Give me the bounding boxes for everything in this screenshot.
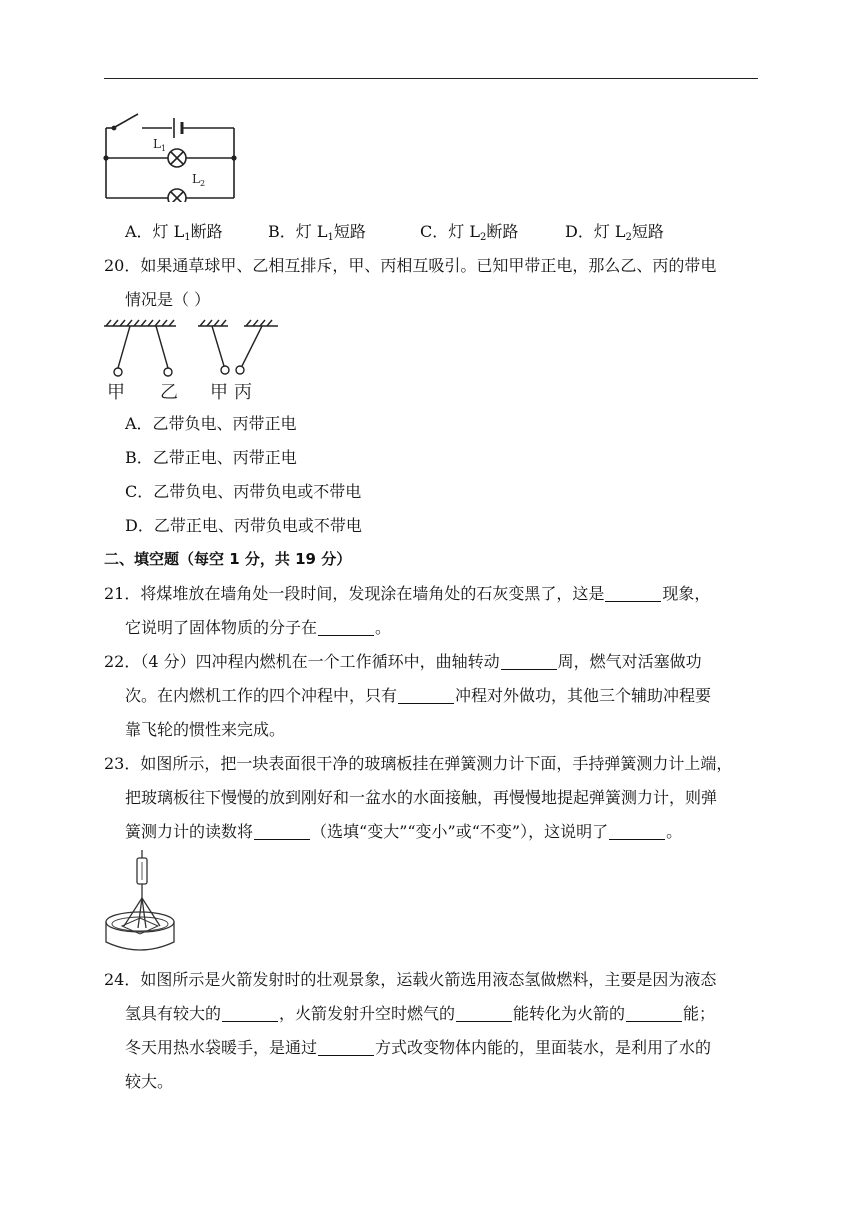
q22-blank-1[interactable]	[501, 653, 557, 670]
header-rule	[104, 78, 758, 79]
q22-line-1: 22．（4 分）四冲程内燃机在一个工作循环中，曲轴转动 周，燃气对活塞做功	[104, 652, 702, 671]
ball-label-yi: 乙	[160, 382, 178, 403]
q22-line-2: 次。在内燃机工作的四个冲程中，只有 冲程对外做功，其他三个辅助冲程要	[125, 686, 712, 705]
q24-line-1: 24．如图所示是火箭发射时的壮观景象，运载火箭选用液态氢做燃料，主要是因为液态	[104, 970, 717, 989]
circuit-diagram	[100, 106, 240, 202]
q24-line-4: 较大。	[125, 1072, 174, 1091]
q24-blank-1[interactable]	[222, 1005, 278, 1022]
q21-blank-2[interactable]	[318, 619, 374, 636]
q23-line-2: 把玻璃板往下慢慢的放到刚好和一盆水的水面接触，再慢慢地提起弹簧测力计，则弹	[125, 788, 718, 807]
q22-blank-2[interactable]	[398, 687, 454, 704]
ball-label-bing: 丙	[234, 382, 252, 403]
q19-option-d: D．灯 $L_2$短路	[565, 222, 664, 243]
q19-option-c: C．灯 $L_2$断路	[420, 222, 519, 243]
q20-line-2: 情况是（ ）	[125, 290, 211, 309]
q19-option-a: A．灯 $L_1$断路	[125, 222, 223, 243]
q20-option-b: B．乙带正电、丙带正电	[125, 448, 297, 467]
q20-option-a: A．乙带负电、丙带正电	[125, 414, 297, 433]
q20-option-d: D．乙带正电、丙带负电或不带电	[125, 516, 362, 535]
lamp-l2-label: $L_2$	[192, 172, 206, 188]
q24-blank-4[interactable]	[318, 1039, 374, 1056]
q23-line-3: 簧测力计的读数将 （选填“变大”“变小”或“不变”），这说明了 。	[125, 822, 683, 841]
q23-line-1: 23．如图所示，把一块表面很干净的玻璃板挂在弹簧测力计下面，手持弹簧测力计上端，	[104, 754, 733, 773]
q24-line-2: 氢具有较大的 ，火箭发射升空时燃气的 能转化为火箭的 能；	[125, 1004, 716, 1023]
spring-scale-water-basin-figure	[102, 848, 178, 954]
q20-option-c: C．乙带负电、丙带负电或不带电	[125, 482, 362, 501]
pith-balls-diagram	[102, 318, 282, 404]
section-fill-in-title: 二、填空题（每空 1 分，共 19 分）	[104, 550, 352, 568]
q21-line-1: 21．将煤堆放在墙角处一段时间，发现涂在墙角处的石灰变黑了，这是 现象，	[104, 584, 711, 603]
q21-blank-1[interactable]	[605, 585, 661, 602]
ball-label-jia-2: 甲	[210, 382, 228, 403]
q20-line-1: 20．如果通草球甲、乙相互排斥，甲、丙相互吸引。已知甲带正电，那么乙、丙的带电	[104, 256, 717, 275]
q23-blank-1[interactable]	[254, 823, 310, 840]
ball-label-jia-1: 甲	[107, 382, 125, 403]
q22-line-3: 靠飞轮的惯性来完成。	[125, 720, 286, 739]
q24-blank-2[interactable]	[456, 1005, 512, 1022]
q24-line-3: 冬天用热水袋暖手，是通过 方式改变物体内能的，里面装水，是利用了水的	[125, 1038, 712, 1057]
q19-option-b: B．灯 $L_1$短路	[268, 222, 366, 243]
q23-blank-2[interactable]	[609, 823, 665, 840]
q24-blank-3[interactable]	[626, 1005, 682, 1022]
q21-line-2: 它说明了固体物质的分子在 。	[125, 618, 392, 637]
lamp-l1-label: $L_1$	[153, 137, 167, 153]
